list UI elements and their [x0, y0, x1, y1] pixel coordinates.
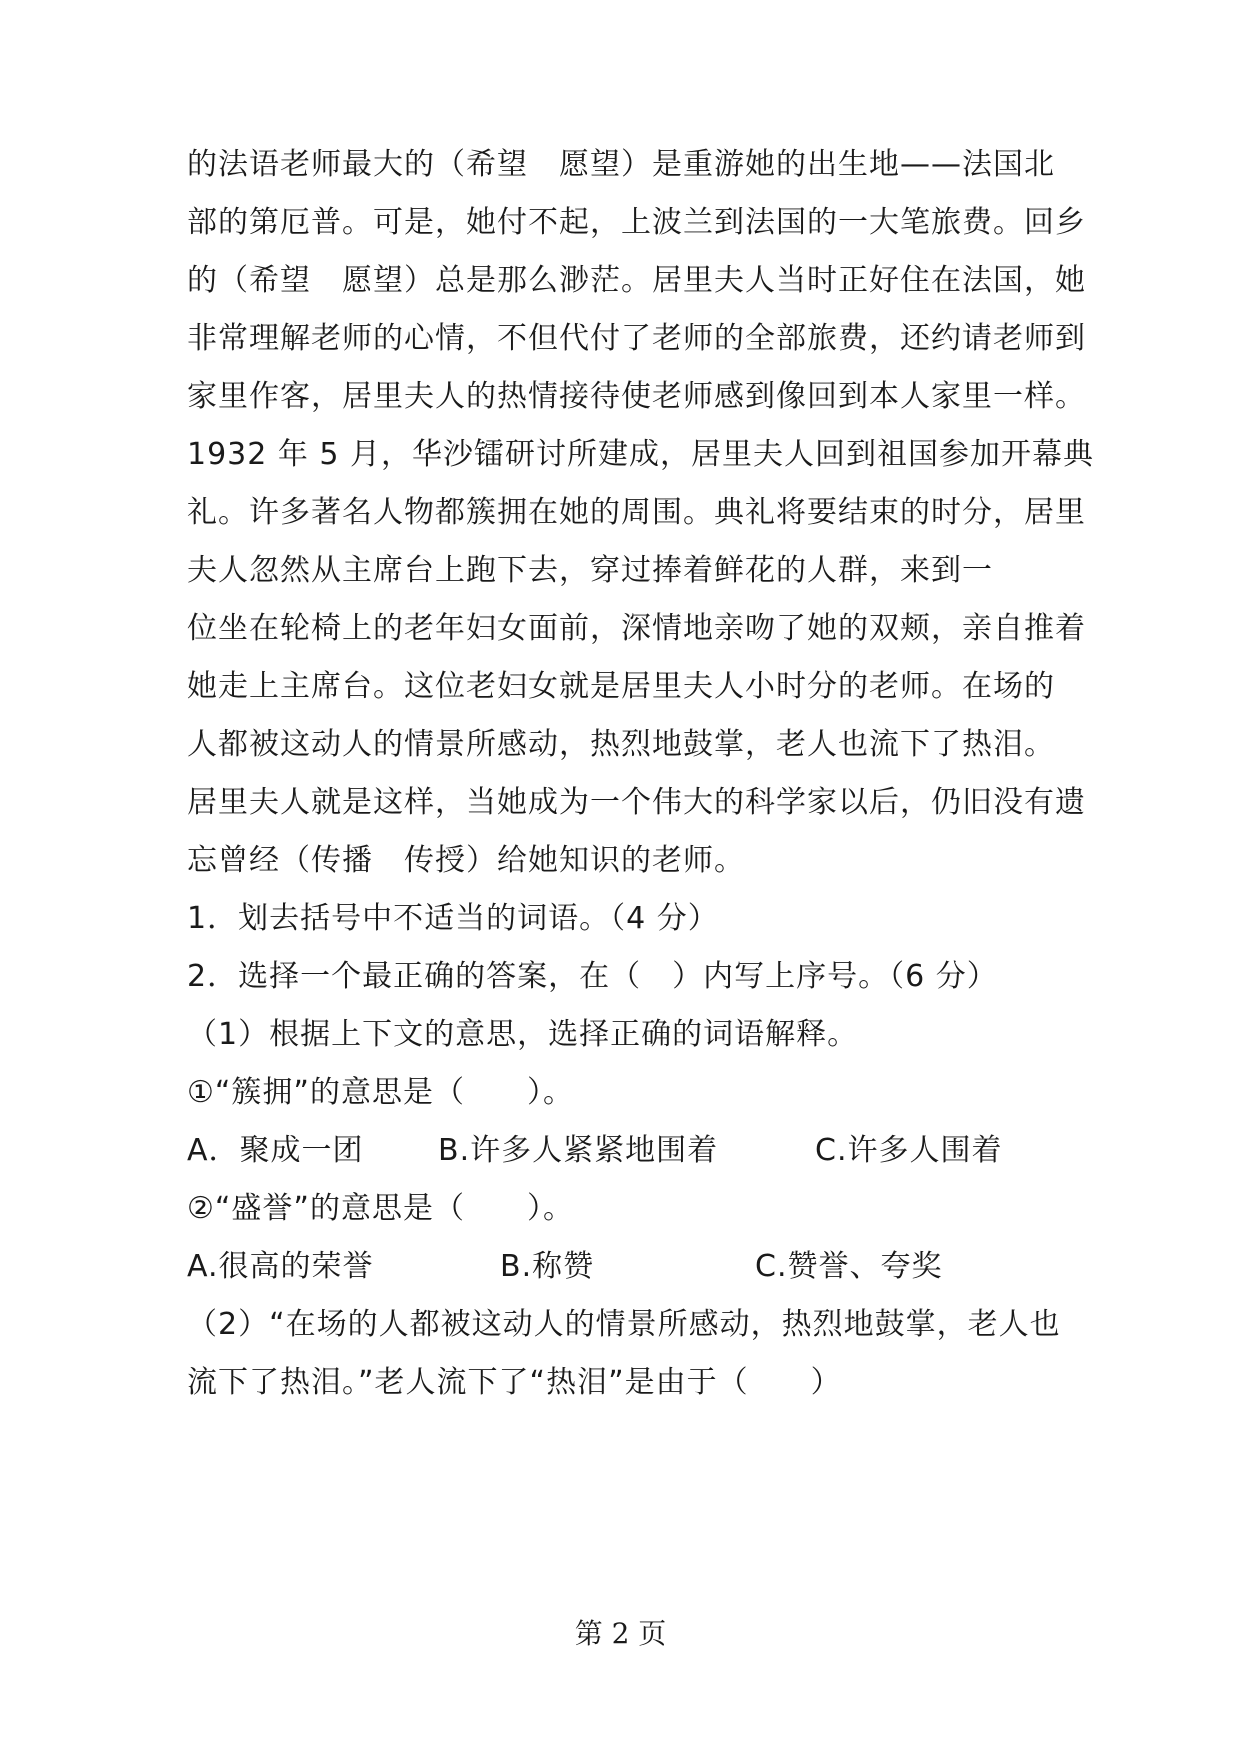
passage-line-8: 夫人忽然从主席台上跑下去，穿过捧着鲜花的人群，来到一 — [187, 553, 993, 588]
passage-line-3: 的（希望 愿望）总是那么渺茫。居里夫人当时正好住在法国，她 — [187, 263, 1086, 298]
page-number: 第 2 页 — [574, 1617, 667, 1650]
item-2-option-c: C.赞誉、夸奖 — [755, 1249, 943, 1284]
passage-line-4: 非常理解老师的心情，不但代付了老师的全部旅费，还约请老师到 — [187, 321, 1086, 356]
passage-line-10: 她走上主席台。这位老妇女就是居里夫人小时分的老师。在场的 — [187, 669, 1055, 704]
question-2-part-1: （1）根据上下文的意思，选择正确的词语解释。 — [187, 1017, 859, 1052]
passage-line-12: 居里夫人就是这样，当她成为一个伟大的科学家以后，仍旧没有遗 — [187, 785, 1086, 820]
passage-line-1: 的法语老师最大的（希望 愿望）是重游她的出生地——法国北 — [187, 147, 1055, 182]
passage-line-6: 1932 年 5 月，华沙镭研讨所建成，居里夫人回到祖国参加开幕典 — [187, 437, 1095, 472]
question-2-part-2-line-2: 流下了热泪。”老人流下了“热泪”是由于（ ） — [187, 1365, 842, 1400]
item-1-option-c: C.许多人围着 — [815, 1133, 1003, 1168]
question-2-part-2-line-1: （2）“在场的人都被这动人的情景所感动，热烈地鼓掌，老人也 — [187, 1307, 1061, 1342]
passage-line-13: 忘曾经（传播 传授）给她知识的老师。 — [187, 843, 745, 878]
question-item-1: ①“簇拥”的意思是（ ）。 — [187, 1075, 574, 1110]
item-2-option-a: A.很高的荣誉 — [187, 1249, 374, 1284]
item-2-option-b: B.称赞 — [500, 1249, 595, 1284]
passage-line-9: 位坐在轮椅上的老年妇女面前，深情地亲吻了她的双颊，亲自推着 — [187, 611, 1086, 646]
question-item-2: ②“盛誉”的意思是（ ）。 — [187, 1191, 574, 1226]
question-2: 2．选择一个最正确的答案，在（ ）内写上序号。（6 分） — [187, 959, 998, 994]
passage-line-5: 家里作客，居里夫人的热情接待使老师感到像回到本人家里一样。 — [187, 379, 1086, 414]
question-1: 1．划去括号中不适当的词语。（4 分） — [187, 901, 719, 936]
passage-line-11: 人都被这动人的情景所感动，热烈地鼓掌，老人也流下了热泪。 — [187, 727, 1055, 762]
passage-line-7: 礼。许多著名人物都簇拥在她的周围。典礼将要结束的时分，居里 — [187, 495, 1086, 530]
item-1-option-b: B.许多人紧紧地围着 — [438, 1133, 719, 1168]
item-1-option-a: A．聚成一团 — [187, 1133, 364, 1168]
passage-line-2: 部的第厄普。可是，她付不起，上波兰到法国的一大笔旅费。回乡 — [187, 205, 1086, 240]
